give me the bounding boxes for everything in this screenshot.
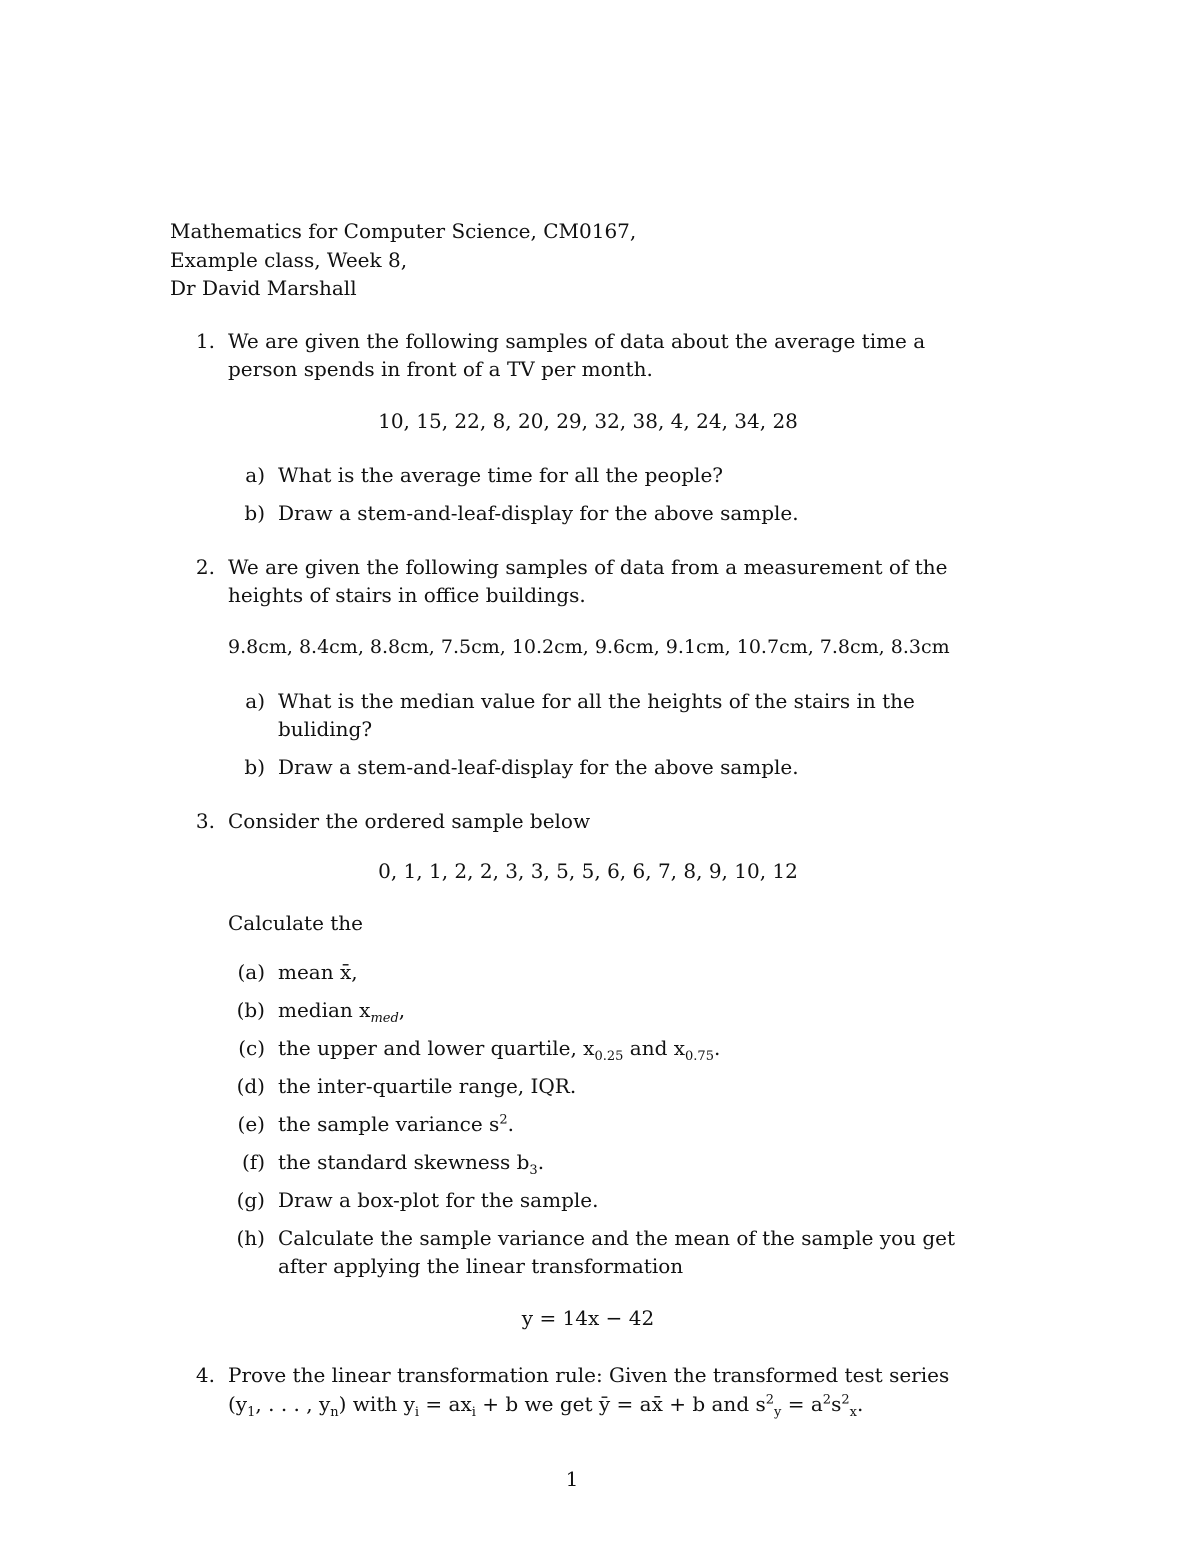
question-text: heights of stairs in office buildings. — [228, 583, 586, 607]
question-number: 3. — [195, 809, 215, 833]
part-label: (c) — [238, 1036, 265, 1060]
question-number: 2. — [195, 555, 215, 579]
part-text: What is the average time for all the people? — [278, 463, 723, 487]
document-header — [170, 217, 636, 303]
part-label: a) — [245, 463, 265, 487]
course-title: Mathematics for Computer Science, CM0167, — [170, 219, 637, 243]
part-text: mean x̄, — [278, 960, 358, 984]
part-label: (d) — [236, 1074, 265, 1098]
question-text: We are given the following samples of data about the average time a — [228, 329, 926, 353]
ordered-sample: 0, 1, 1, 2, 2, 3, 3, 5, 5, 6, 6, 7, 8, 9, 10, 12 — [378, 859, 798, 883]
part-text: the sample variance $s^2$. — [278, 1112, 514, 1136]
question-text: Consider the ordered sample below — [228, 809, 591, 833]
author-name: Dr David Marshall — [170, 276, 357, 300]
part-text: Draw a stem-and-leaf-display for the above sample. — [278, 501, 799, 525]
part-label: (a) — [237, 960, 265, 984]
part-label: (h) — [236, 1226, 265, 1250]
part-text: after applying the linear transformation — [278, 1254, 684, 1278]
part-text: Draw a stem-and-leaf-display for the above sample. — [278, 755, 799, 779]
question-text: person spends in front of a TV per month. — [228, 357, 653, 381]
part-text: the standard skewness $b_3$. — [278, 1150, 545, 1178]
part-label: (g) — [236, 1188, 265, 1212]
question-text: We are given the following samples of data from a measurement of the — [228, 555, 948, 579]
question-text: Prove the linear transformation rule: Given the transformed test series — [228, 1363, 950, 1387]
part-label: (e) — [237, 1112, 265, 1136]
part-label: (f) — [241, 1150, 265, 1174]
part-label: a) — [245, 689, 265, 713]
transformation-equation: y = 14x − 42 — [521, 1306, 655, 1330]
part-text: What is the median value for all the heights of the stairs in the — [278, 689, 915, 713]
part-text: Calculate the sample variance and the mean of the sample you get — [278, 1226, 956, 1250]
data-values: 10, 15, 22, 8, 20, 29, 32, 38, 4, 24, 34, 28 — [378, 409, 798, 433]
question-number: 4. — [195, 1363, 215, 1387]
part-label: b) — [244, 501, 265, 525]
part-text: buliding? — [278, 717, 373, 741]
class-title: Example class, Week 8, — [170, 247, 408, 272]
part-text: the inter-quartile range, IQR. — [278, 1074, 577, 1098]
part-label: b) — [244, 755, 265, 779]
part-label: (b) — [236, 998, 265, 1022]
page-number: 1 — [565, 1467, 579, 1491]
question-formula: ($y_1$, . . . , $y_n$) with $y_i = ax_i + b$ we get ȳ = ax̄ + b and $s^2_y = a^2s^2_x$. — [228, 1392, 864, 1420]
part-text: Draw a box-plot for the sample. — [278, 1188, 599, 1212]
calculate-label: Calculate the — [228, 911, 364, 935]
question-number: 1. — [195, 329, 215, 353]
data-values: 9.8cm, 8.4cm, 8.8cm, 7.5cm, 10.2cm, 9.6cm, 9.1cm, 10.7cm, 7.8cm, 8.3cm — [228, 636, 950, 658]
part-text: median $x_{med}$, — [278, 998, 406, 1026]
part-text: the upper and lower quartile, $x_{0.25}$ and $x_{0.75}$. — [278, 1036, 721, 1064]
